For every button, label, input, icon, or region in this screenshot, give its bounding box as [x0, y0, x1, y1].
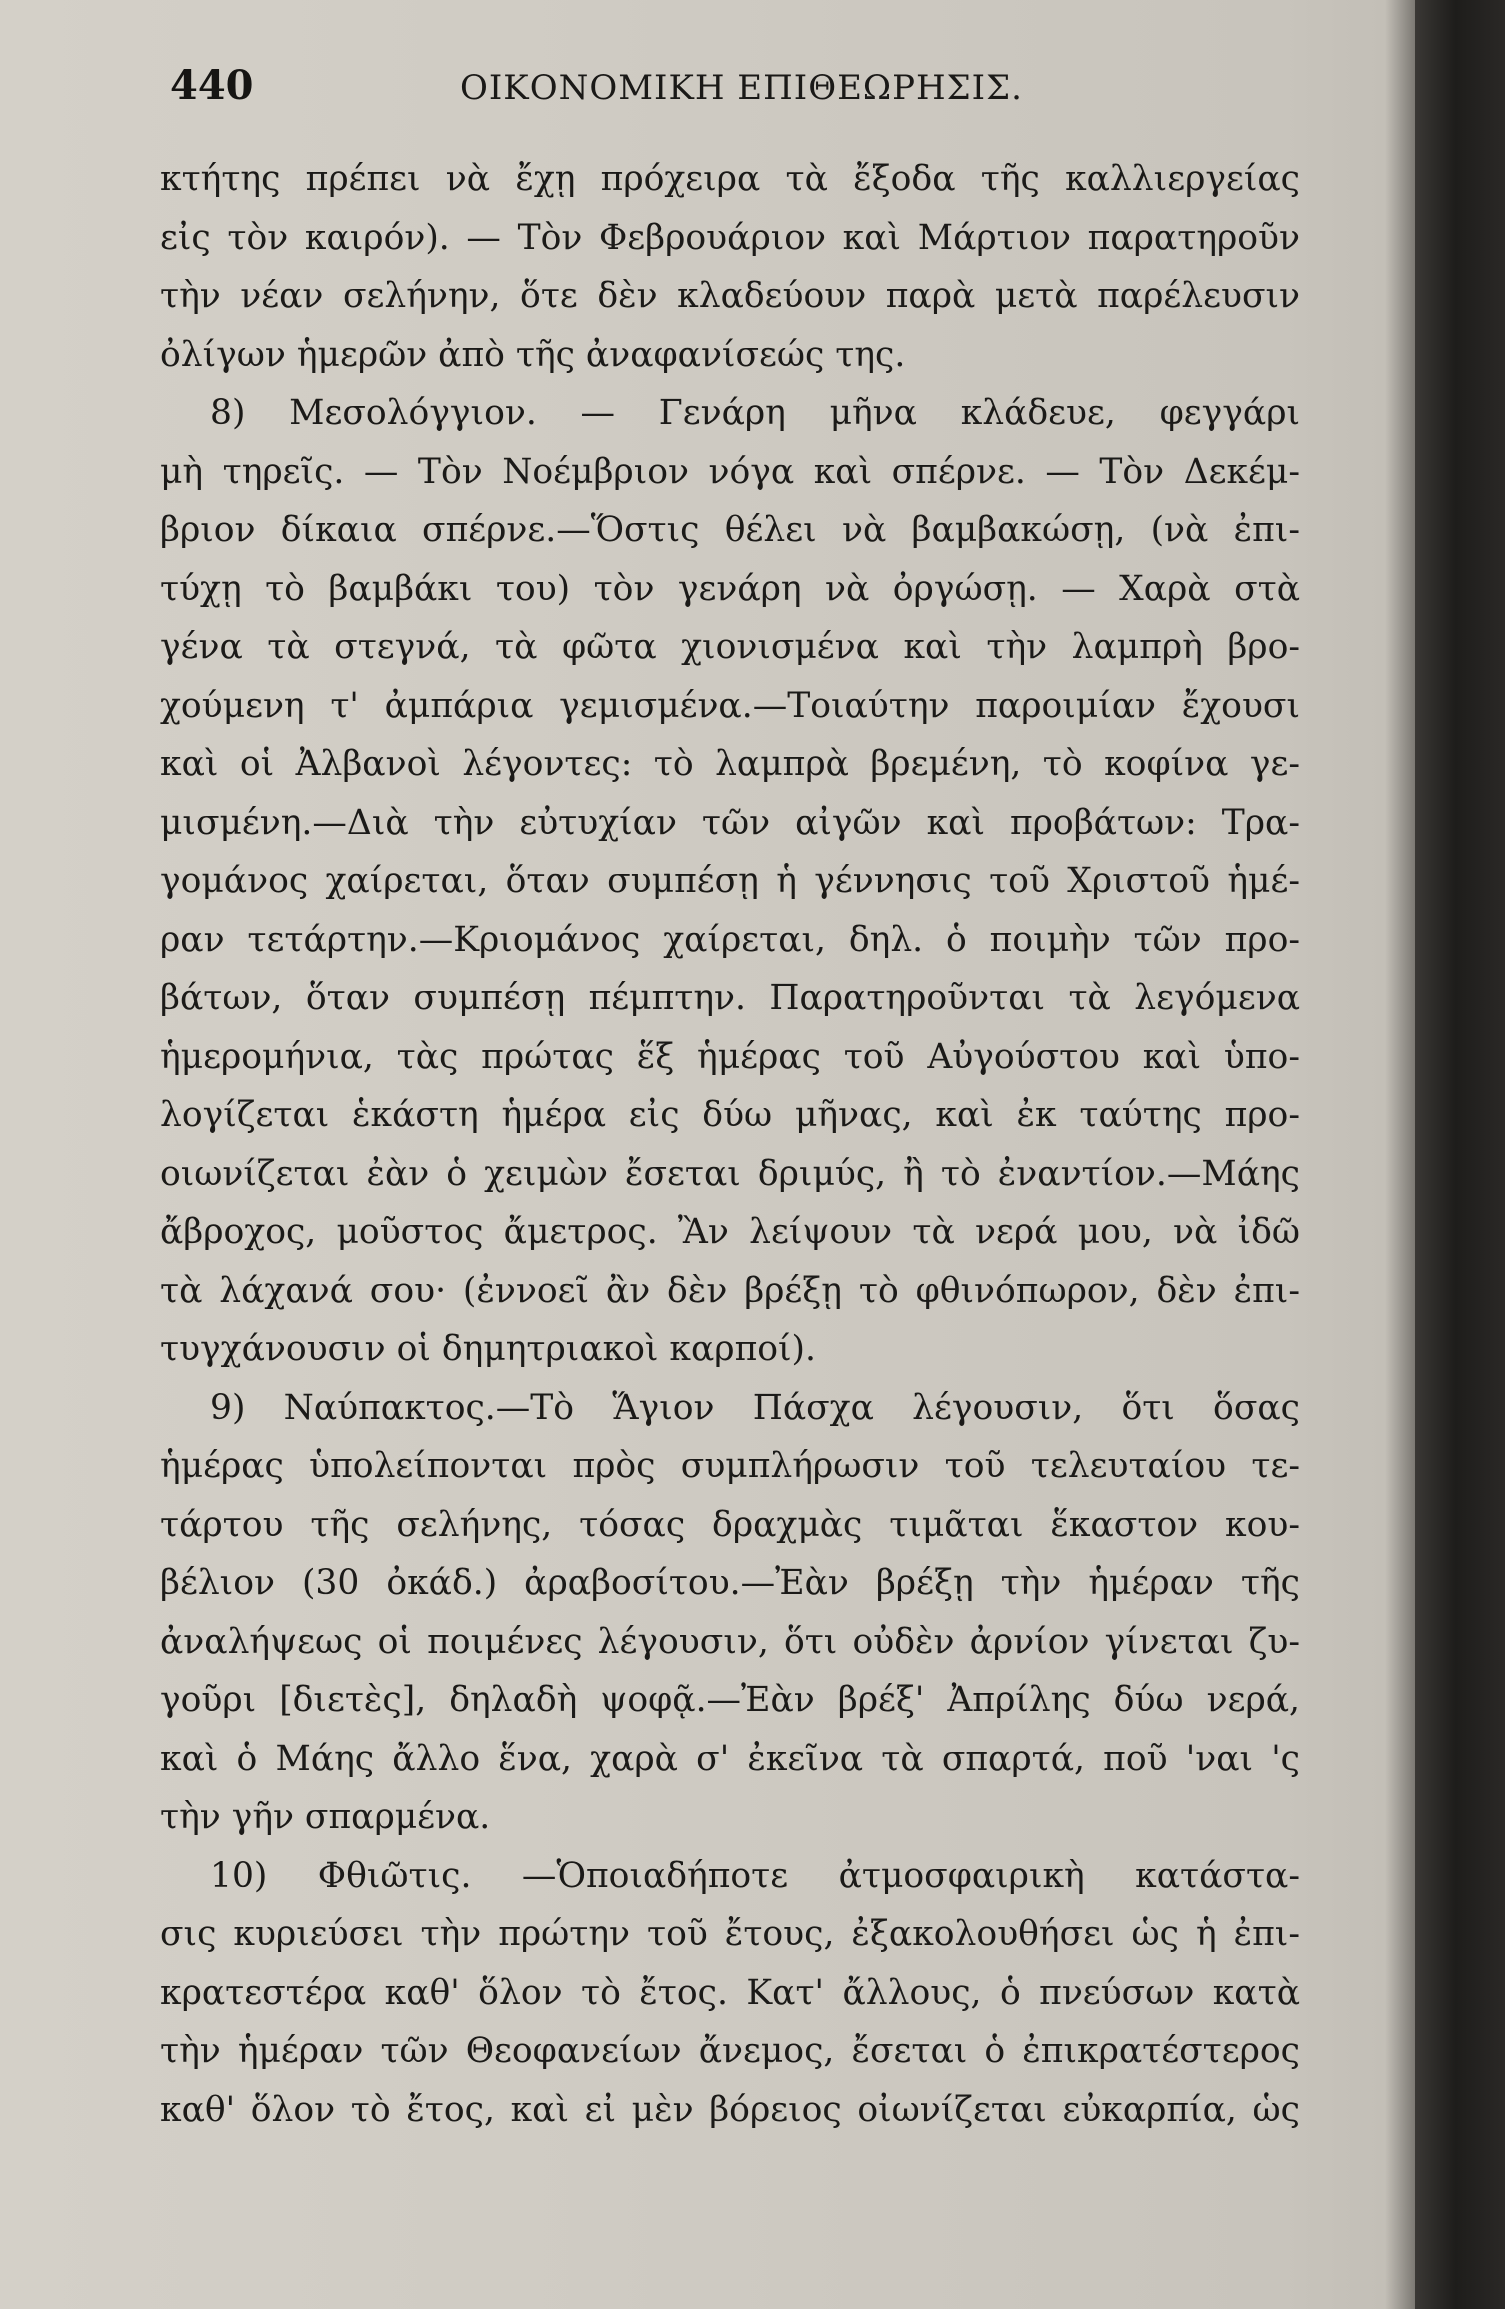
text-line: οιωνίζεται ἐὰν ὁ χειμὼν ἔσεται δριμύς, ἢ τὸ ἐναντίον.—Μάης	[160, 1153, 1300, 1194]
text-line: τὴν νέαν σελήνην, ὅτε δὲν κλαδεύουν παρὰ μετὰ παρέλευσιν	[160, 276, 1300, 316]
text-line: γομάνος χαίρεται, ὅταν συμπέσῃ ἡ γέννησις τοῦ Χριστοῦ ἡμέ-	[160, 861, 1300, 901]
running-title: ΟΙΚΟΝΟΜΙΚΗ ΕΠΙΘΕΩΡΗΣΙΣ.	[460, 68, 1023, 108]
text-line: 8) Μεσολόγγιον. — Γενάρη μῆνα κλάδευε, φεγγάρι	[210, 393, 1300, 433]
text-line: βάτων, ὅταν συμπέσῃ πέμπτην. Παρατηροῦνται τὰ λεγόμενα	[160, 978, 1300, 1018]
text-line: ραν τετάρτην.—Κριομάνος χαίρεται, δηλ. ὁ ποιμὴν τῶν προ-	[160, 919, 1300, 960]
text-line: γοῦρι [διετὲς], δηλαδὴ ψοφᾷ.—Ἐὰν βρέξ' Ἀπρίλης δύω νερά,	[160, 1680, 1300, 1720]
text-line: τὴν γῆν σπαρμένα.	[160, 1797, 491, 1837]
text-line: χούμενη τ' ἀμπάρια γεμισμένα.—Τοιαύτην παροιμίαν ἔχουσι	[160, 685, 1300, 726]
page-header	[170, 62, 1320, 122]
text-line: βριον δίκαια σπέρνε.—Ὅστις θέλει νὰ βαμβακώσῃ, (νὰ ἐπι-	[160, 510, 1300, 550]
text-line: τύχῃ τὸ βαμβάκι του) τὸν γενάρη νὰ ὀργώσῃ. — Χαρὰ στὰ	[160, 568, 1300, 609]
text-line: ἡμέρας ὑπολείπονται πρὸς συμπλήρωσιν τοῦ τελευταίου τε-	[160, 1446, 1300, 1486]
text-line: μὴ τηρεῖς. — Τὸν Νοέμβριον νόγα καὶ σπέρνε. — Τὸν Δεκέμ-	[160, 451, 1300, 492]
text-line: καὶ οἱ Ἀλβανοὶ λέγοντες: τὸ λαμπρὰ βρεμένη, τὸ κοφίνα γε-	[160, 744, 1300, 784]
text-line: λογίζεται ἑκάστη ἡμέρα εἰς δύω μῆνας, καὶ ἐκ ταύτης προ-	[160, 1095, 1300, 1135]
text-line: τυγχάνουσιν οἱ δημητριακοὶ καρποί).	[160, 1329, 816, 1369]
text-line: τὴν ἡμέραν τῶν Θεοφανείων ἄνεμος, ἔσεται ὁ ἐπικρατέστερος	[160, 2031, 1300, 2071]
text-line: βέλιον (30 ὀκάδ.) ἀραβοσίτου.—Ἐὰν βρέξῃ τὴν ἡμέραν τῆς	[160, 1563, 1300, 1603]
text-line: γένα τὰ στεγνά, τὰ φῶτα χιονισμένα καὶ τὴν λαμπρὴ βρο-	[160, 627, 1300, 667]
text-line: 9) Ναύπακτος.—Τὸ Ἅγιον Πάσχα λέγουσιν, ὅτι ὅσας	[210, 1387, 1300, 1428]
text-line: κρατεστέρα καθ' ὅλον τὸ ἔτος. Κατ' ἄλλους, ὁ πνεύσων κατὰ	[160, 1972, 1300, 2013]
body-text	[160, 150, 1300, 2139]
text-line: ἀναλήψεως οἱ ποιμένες λέγουσιν, ὅτι οὐδὲν ἀρνίον γίνεται ζυ-	[160, 1621, 1300, 1662]
text-line: καθ' ὅλον τὸ ἔτος, καὶ εἰ μὲν βόρειος οἰωνίζεται εὐκαρπία, ὡς	[160, 2089, 1300, 2130]
text-line: σις κυριεύσει τὴν πρώτην τοῦ ἔτους, ἐξακολουθήσει ὡς ἡ ἐπι-	[160, 1914, 1300, 1954]
page-number: 440	[170, 62, 254, 109]
text-line: τάρτου τῆς σελήνης, τόσας δραχμὰς τιμᾶται ἕκαστον κου-	[160, 1504, 1300, 1545]
text-line: εἰς τὸν καιρόν). — Τὸν Φεβρουάριον καὶ Μάρτιον παρατηροῦν	[160, 217, 1300, 258]
text-line: 10) Φθιῶτις. —Ὁποιαδήποτε ἀτμοσφαιρικὴ κατάστα-	[210, 1855, 1300, 1896]
page-shadow	[1385, 0, 1415, 2309]
book-gutter	[1415, 0, 1505, 2309]
text-line: μισμένη.—Διὰ τὴν εὐτυχίαν τῶν αἰγῶν καὶ προβάτων: Τρα-	[160, 802, 1300, 843]
text-line: κτήτης πρέπει νὰ ἔχῃ πρόχειρα τὰ ἔξοδα τῆς καλλιεργείας	[160, 159, 1300, 199]
text-line: ὀλίγων ἡμερῶν ἀπὸ τῆς ἀναφανίσεώς της.	[160, 334, 906, 375]
text-line: ἡμερομήνια, τὰς πρώτας ἕξ ἡμέρας τοῦ Αὐγούστου καὶ ὑπο-	[160, 1036, 1300, 1077]
text-line: ἄβροχος, μοῦστος ἄμετρος. Ἂν λείψουν τὰ νερά μου, νὰ ἰδῶ	[160, 1212, 1300, 1252]
text-line: τὰ λάχανά σου· (ἐννοεῖ ἂν δὲν βρέξῃ τὸ φθινόπωρον, δὲν ἐπι-	[160, 1270, 1300, 1311]
text-line: καὶ ὁ Μάης ἄλλο ἕνα, χαρὰ σ' ἐκεῖνα τὰ σπαρτά, ποῦ 'ναι 'ς	[160, 1738, 1300, 1779]
